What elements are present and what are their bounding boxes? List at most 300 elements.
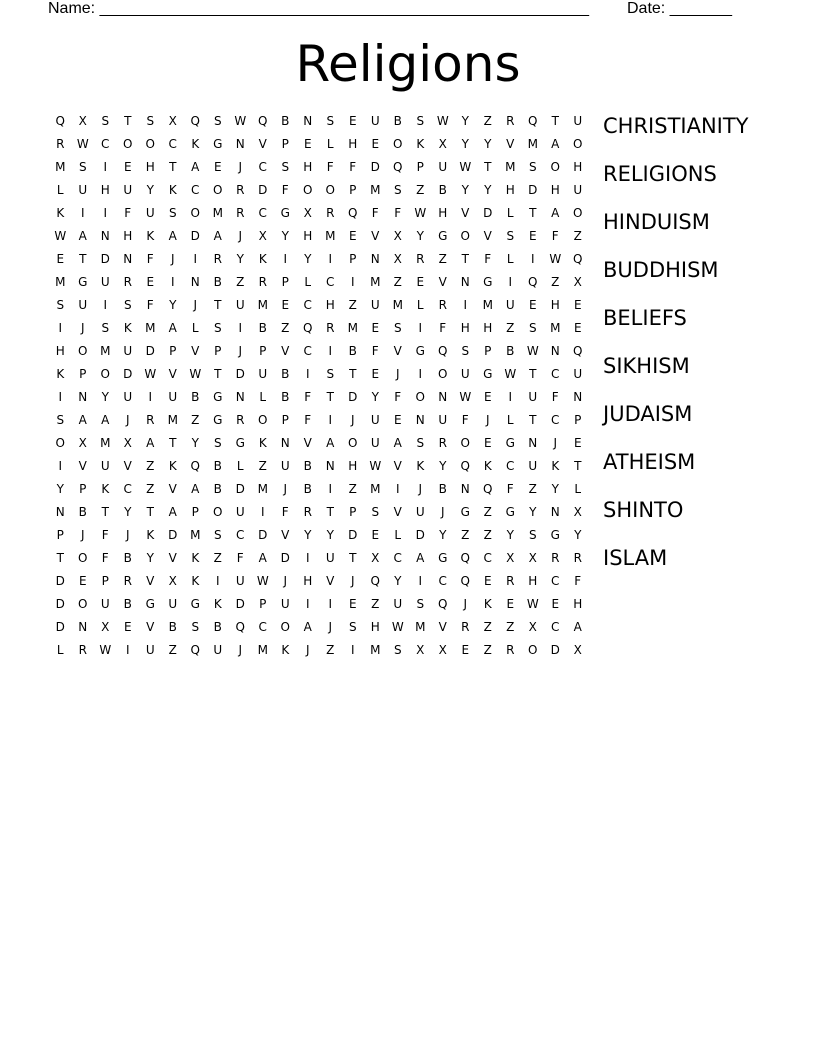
- grid-letter: S: [371, 505, 380, 519]
- grid-letter: W: [99, 643, 112, 657]
- grid-letter: U: [235, 505, 245, 519]
- grid-row: [49, 294, 589, 317]
- grid-letter: K: [258, 436, 267, 450]
- grid-letter: Y: [506, 528, 514, 542]
- grid-letter: I: [103, 298, 108, 312]
- grid-letter: Z: [236, 275, 245, 289]
- grid-letter: I: [328, 482, 333, 496]
- grid-letter: Y: [461, 183, 469, 197]
- grid-letter: E: [123, 620, 132, 634]
- grid-letter: L: [304, 275, 312, 289]
- grid-letter: L: [56, 643, 64, 657]
- grid-letter: Y: [439, 528, 447, 542]
- grid-letter: S: [191, 620, 200, 634]
- grid-letter: U: [370, 413, 380, 427]
- grid-letter: Q: [303, 321, 313, 335]
- grid-letter: N: [280, 436, 290, 450]
- grid-letter: I: [418, 574, 423, 588]
- grid-letter: Z: [438, 252, 447, 266]
- grid-letter: U: [573, 114, 583, 128]
- grid-letter: K: [281, 643, 290, 657]
- grid-letter: Q: [460, 459, 470, 473]
- grid-letter: U: [573, 367, 583, 381]
- word-bank-item: SHINTO: [603, 498, 684, 522]
- grid-row: [49, 386, 589, 409]
- grid-letter: O: [145, 137, 155, 151]
- grid-letter: C: [551, 574, 560, 588]
- grid-letter: I: [350, 275, 355, 289]
- grid-letter: F: [146, 252, 154, 266]
- grid-letter: J: [440, 505, 445, 519]
- grid-letter: A: [168, 505, 177, 519]
- grid-row: [49, 248, 589, 271]
- grid-letter: E: [483, 390, 492, 404]
- grid-letter: A: [191, 160, 200, 174]
- grid-letter: Z: [371, 597, 380, 611]
- grid-letter: P: [574, 413, 582, 427]
- grid-letter: V: [393, 459, 402, 473]
- grid-letter: Z: [506, 321, 515, 335]
- grid-row: [49, 225, 589, 248]
- grid-letter: F: [281, 505, 289, 519]
- grid-letter: F: [394, 206, 402, 220]
- grid-letter: N: [100, 229, 110, 243]
- grid-letter: J: [238, 229, 243, 243]
- grid-letter: M: [392, 298, 403, 312]
- grid-letter: K: [213, 597, 222, 611]
- grid-letter: B: [213, 620, 222, 634]
- grid-letter: O: [303, 183, 313, 197]
- grid-letter: Z: [483, 528, 492, 542]
- grid-letter: F: [304, 390, 312, 404]
- grid-letter: V: [281, 344, 290, 358]
- grid-letter: B: [213, 275, 222, 289]
- grid-letter: V: [78, 459, 87, 473]
- grid-letter: A: [101, 413, 110, 427]
- grid-letter: N: [235, 390, 245, 404]
- grid-letter: C: [258, 160, 267, 174]
- grid-letter: S: [146, 114, 155, 128]
- grid-letter: X: [573, 275, 582, 289]
- grid-letter: H: [145, 160, 155, 174]
- grid-letter: Z: [146, 482, 155, 496]
- grid-letter: S: [101, 321, 110, 335]
- grid-letter: M: [167, 413, 178, 427]
- grid-letter: M: [212, 206, 223, 220]
- grid-letter: E: [461, 643, 470, 657]
- grid-letter: G: [78, 275, 88, 289]
- grid-letter: R: [506, 574, 515, 588]
- grid-letter: M: [370, 643, 381, 657]
- grid-letter: S: [101, 114, 110, 128]
- grid-letter: M: [100, 344, 111, 358]
- grid-letter: J: [418, 482, 423, 496]
- grid-letter: K: [56, 367, 65, 381]
- grid-row: [49, 570, 589, 593]
- page-title: Religions: [295, 35, 521, 93]
- grid-letter: C: [101, 137, 110, 151]
- grid-letter: Z: [258, 459, 267, 473]
- grid-letter: E: [281, 298, 290, 312]
- grid-letter: U: [438, 413, 448, 427]
- grid-letter: J: [283, 482, 288, 496]
- grid-letter: O: [415, 390, 425, 404]
- grid-letter: Q: [370, 574, 380, 588]
- grid-letter: S: [461, 344, 470, 358]
- grid-letter: Q: [190, 643, 200, 657]
- grid-letter: N: [573, 390, 583, 404]
- grid-letter: W: [234, 114, 247, 128]
- grid-letter: F: [439, 321, 447, 335]
- grid-letter: A: [213, 229, 222, 243]
- grid-letter: P: [56, 528, 64, 542]
- grid-letter: N: [190, 275, 200, 289]
- grid-letter: S: [326, 367, 335, 381]
- grid-letter: Y: [326, 528, 334, 542]
- grid-letter: N: [460, 482, 470, 496]
- grid-letter: K: [191, 551, 200, 565]
- grid-letter: R: [551, 551, 560, 565]
- grid-letter: N: [78, 390, 88, 404]
- grid-letter: L: [506, 413, 514, 427]
- grid-letter: H: [573, 160, 583, 174]
- grid-letter: Y: [124, 505, 132, 519]
- grid-letter: M: [55, 160, 66, 174]
- grid-letter: R: [506, 643, 515, 657]
- grid-letter: B: [281, 367, 290, 381]
- grid-letter: U: [213, 643, 223, 657]
- grid-letter: Z: [416, 183, 425, 197]
- grid-letter: M: [257, 643, 268, 657]
- grid-letter: D: [55, 574, 65, 588]
- grid-letter: N: [550, 505, 560, 519]
- grid-letter: S: [528, 321, 537, 335]
- grid-letter: P: [349, 252, 357, 266]
- grid-letter: S: [506, 229, 515, 243]
- grid-letter: O: [460, 229, 470, 243]
- grid-letter: B: [123, 551, 132, 565]
- grid-letter: D: [550, 643, 560, 657]
- grid-letter: C: [326, 275, 335, 289]
- grid-letter: X: [573, 643, 582, 657]
- grid-letter: V: [506, 137, 515, 151]
- grid-letter: J: [350, 574, 355, 588]
- grid-letter: U: [145, 206, 155, 220]
- grid-letter: Z: [483, 114, 492, 128]
- grid-letter: O: [55, 436, 65, 450]
- grid-letter: H: [505, 183, 515, 197]
- grid-letter: P: [281, 137, 289, 151]
- grid-letter: J: [395, 367, 400, 381]
- grid-letter: R: [213, 252, 222, 266]
- grid-letter: R: [303, 505, 312, 519]
- grid-letter: G: [550, 528, 560, 542]
- grid-row: [49, 478, 589, 501]
- grid-letter: I: [103, 206, 108, 220]
- grid-letter: S: [416, 597, 425, 611]
- grid-letter: V: [191, 344, 200, 358]
- grid-letter: X: [393, 229, 402, 243]
- grid-letter: Y: [461, 137, 469, 151]
- grid-letter: F: [101, 528, 109, 542]
- grid-letter: W: [459, 390, 472, 404]
- word-bank-item: BELIEFS: [603, 306, 687, 330]
- grid-letter: S: [528, 528, 537, 542]
- grid-letter: S: [416, 436, 425, 450]
- grid-letter: A: [416, 551, 425, 565]
- grid-letter: E: [528, 229, 537, 243]
- grid-letter: Y: [191, 436, 199, 450]
- grid-letter: S: [281, 160, 290, 174]
- grid-letter: I: [80, 206, 85, 220]
- grid-letter: H: [100, 183, 110, 197]
- grid-letter: I: [58, 459, 63, 473]
- grid-letter: U: [168, 390, 178, 404]
- grid-letter: V: [146, 574, 155, 588]
- grid-letter: E: [528, 298, 537, 312]
- grid-letter: U: [370, 114, 380, 128]
- grid-letter: Z: [213, 551, 222, 565]
- grid-letter: U: [370, 436, 380, 450]
- grid-letter: I: [58, 390, 63, 404]
- grid-row: [49, 501, 589, 524]
- grid-letter: G: [460, 505, 470, 519]
- grid-letter: A: [303, 620, 312, 634]
- grid-letter: T: [461, 252, 469, 266]
- grid-letter: K: [416, 459, 425, 473]
- grid-letter: Y: [281, 229, 289, 243]
- grid-row: [49, 202, 589, 225]
- grid-letter: U: [145, 643, 155, 657]
- grid-letter: Q: [258, 114, 268, 128]
- grid-letter: V: [483, 229, 492, 243]
- grid-letter: U: [100, 459, 110, 473]
- grid-row: [49, 524, 589, 547]
- grid-letter: G: [213, 390, 223, 404]
- grid-letter: C: [123, 482, 132, 496]
- grid-letter: C: [551, 620, 560, 634]
- grid-letter: E: [78, 574, 87, 588]
- grid-letter: F: [236, 551, 244, 565]
- grid-letter: M: [415, 620, 426, 634]
- grid-letter: O: [213, 183, 223, 197]
- grid-letter: Q: [235, 620, 245, 634]
- grid-letter: N: [438, 390, 448, 404]
- grid-letter: E: [483, 436, 492, 450]
- grid-letter: X: [438, 643, 447, 657]
- grid-letter: L: [236, 459, 244, 473]
- grid-letter: Q: [528, 275, 538, 289]
- grid-letter: I: [328, 413, 333, 427]
- grid-letter: O: [573, 137, 583, 151]
- grid-letter: Q: [348, 206, 358, 220]
- grid-letter: O: [573, 206, 583, 220]
- grid-letter: A: [551, 206, 560, 220]
- grid-letter: Q: [190, 114, 200, 128]
- grid-letter: Y: [484, 137, 492, 151]
- grid-letter: P: [281, 275, 289, 289]
- grid-letter: R: [56, 137, 65, 151]
- grid-letter: T: [529, 367, 537, 381]
- grid-row: [49, 340, 589, 363]
- grid-letter: P: [101, 574, 109, 588]
- grid-letter: P: [416, 160, 424, 174]
- grid-letter: A: [146, 436, 155, 450]
- grid-letter: E: [416, 275, 425, 289]
- grid-letter: D: [483, 206, 493, 220]
- grid-letter: R: [78, 643, 87, 657]
- grid-letter: J: [193, 298, 198, 312]
- grid-letter: G: [280, 206, 290, 220]
- grid-letter: F: [394, 390, 402, 404]
- grid-letter: F: [124, 206, 132, 220]
- grid-letter: G: [438, 229, 448, 243]
- grid-letter: F: [326, 160, 334, 174]
- grid-letter: E: [371, 528, 380, 542]
- grid-letter: A: [168, 229, 177, 243]
- grid-letter: S: [528, 160, 537, 174]
- grid-letter: S: [78, 160, 87, 174]
- grid-letter: P: [349, 505, 357, 519]
- grid-letter: W: [436, 114, 449, 128]
- grid-letter: X: [438, 137, 447, 151]
- grid-letter: E: [371, 137, 380, 151]
- grid-letter: N: [528, 436, 538, 450]
- grid-letter: M: [550, 321, 561, 335]
- grid-letter: M: [257, 482, 268, 496]
- grid-letter: J: [553, 436, 558, 450]
- grid-letter: E: [483, 574, 492, 588]
- grid-letter: U: [235, 574, 245, 588]
- grid-letter: Z: [348, 482, 357, 496]
- grid-letter: R: [438, 436, 447, 450]
- grid-letter: P: [259, 344, 267, 358]
- grid-letter: I: [508, 275, 513, 289]
- grid-letter: K: [168, 183, 177, 197]
- grid-letter: Q: [573, 252, 583, 266]
- grid-letter: C: [258, 206, 267, 220]
- grid-letter: I: [328, 344, 333, 358]
- grid-letter: S: [56, 298, 65, 312]
- grid-letter: D: [235, 597, 245, 611]
- grid-letter: M: [527, 137, 538, 151]
- grid-letter: Z: [483, 643, 492, 657]
- grid-letter: H: [370, 620, 380, 634]
- grid-letter: F: [574, 574, 582, 588]
- grid-letter: D: [258, 183, 268, 197]
- grid-letter: Z: [483, 620, 492, 634]
- grid-letter: V: [168, 551, 177, 565]
- grid-letter: D: [168, 528, 178, 542]
- grid-letter: N: [78, 620, 88, 634]
- grid-letter: D: [55, 597, 65, 611]
- grid-letter: B: [191, 390, 200, 404]
- grid-letter: R: [461, 620, 470, 634]
- grid-letter: L: [506, 252, 514, 266]
- grid-letter: N: [235, 137, 245, 151]
- grid-letter: T: [349, 551, 357, 565]
- grid-letter: Z: [146, 459, 155, 473]
- grid-letter: U: [123, 183, 133, 197]
- grid-letter: M: [347, 321, 358, 335]
- grid-letter: V: [393, 505, 402, 519]
- grid-letter: I: [58, 321, 63, 335]
- grid-letter: U: [235, 298, 245, 312]
- grid-letter: U: [393, 597, 403, 611]
- grid-row: [49, 455, 589, 478]
- grid-letter: Q: [55, 114, 65, 128]
- grid-letter: J: [485, 413, 490, 427]
- grid-letter: P: [484, 344, 492, 358]
- grid-letter: L: [326, 137, 334, 151]
- grid-letter: W: [526, 344, 539, 358]
- grid-letter: V: [326, 574, 335, 588]
- grid-letter: L: [416, 298, 424, 312]
- grid-letter: K: [258, 252, 267, 266]
- grid-letter: K: [146, 229, 155, 243]
- grid-letter: I: [508, 390, 513, 404]
- grid-letter: S: [168, 206, 177, 220]
- grid-letter: O: [528, 643, 538, 657]
- grid-letter: M: [482, 298, 493, 312]
- grid-letter: A: [191, 482, 200, 496]
- grid-letter: R: [506, 114, 515, 128]
- grid-letter: C: [551, 367, 560, 381]
- grid-letter: E: [573, 321, 582, 335]
- grid-row: [49, 547, 589, 570]
- grid-letter: T: [326, 390, 334, 404]
- grid-letter: N: [460, 275, 470, 289]
- grid-letter: V: [303, 436, 312, 450]
- grid-letter: P: [191, 505, 199, 519]
- grid-letter: D: [528, 183, 538, 197]
- grid-letter: H: [460, 321, 470, 335]
- grid-letter: G: [438, 551, 448, 565]
- grid-letter: J: [125, 413, 130, 427]
- grid-letter: G: [145, 597, 155, 611]
- grid-letter: T: [551, 114, 559, 128]
- grid-letter: U: [528, 459, 538, 473]
- grid-letter: Y: [371, 390, 379, 404]
- grid-letter: U: [280, 459, 290, 473]
- grid-letter: M: [370, 482, 381, 496]
- grid-letter: X: [258, 229, 267, 243]
- grid-letter: Y: [574, 528, 582, 542]
- grid-letter: C: [438, 574, 447, 588]
- grid-letter: N: [325, 459, 335, 473]
- grid-letter: T: [214, 298, 222, 312]
- grid-letter: X: [416, 643, 425, 657]
- grid-letter: I: [418, 321, 423, 335]
- grid-letter: N: [55, 505, 65, 519]
- grid-letter: D: [348, 390, 358, 404]
- grid-letter: L: [394, 528, 402, 542]
- grid-letter: R: [123, 574, 132, 588]
- grid-letter: O: [100, 367, 110, 381]
- grid-letter: J: [238, 344, 243, 358]
- grid-letter: E: [573, 298, 582, 312]
- grid-letter: H: [55, 344, 65, 358]
- grid-letter: D: [235, 367, 245, 381]
- grid-letter: J: [238, 160, 243, 174]
- grid-letter: O: [78, 597, 88, 611]
- grid-letter: I: [283, 252, 288, 266]
- grid-letter: Y: [416, 229, 424, 243]
- grid-letter: E: [506, 597, 515, 611]
- grid-letter: D: [235, 482, 245, 496]
- grid-letter: W: [414, 206, 427, 220]
- grid-letter: A: [573, 620, 582, 634]
